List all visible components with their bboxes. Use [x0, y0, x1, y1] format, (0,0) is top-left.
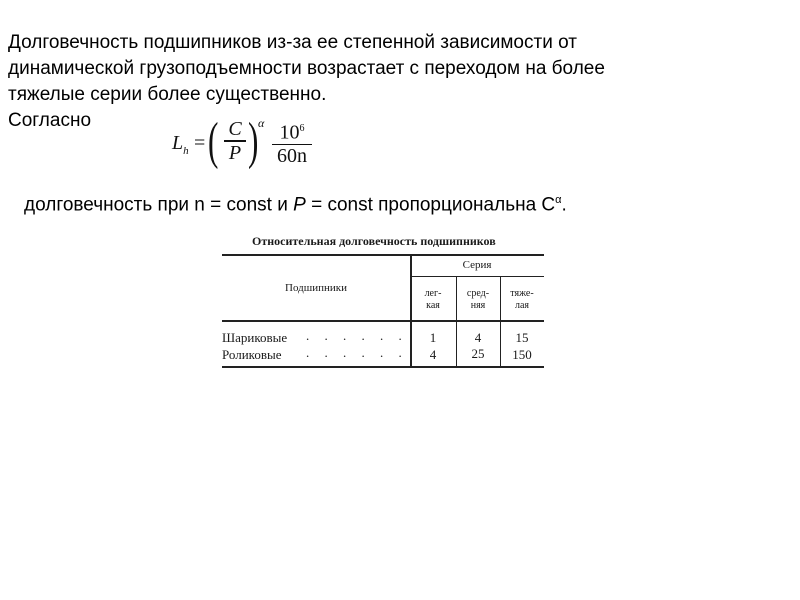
proportionality-sentence: долговечность при n = const и P = const пропорциональна $C^\alpha$.	[24, 194, 567, 216]
value-cell: 1	[429, 330, 437, 345]
relative-life-table	[222, 232, 546, 372]
row-leader-dots: . . . . . .	[306, 328, 408, 343]
series-medium: сред- няя	[466, 288, 490, 311]
formula-equals: =	[194, 132, 206, 154]
formula-close-paren: )	[248, 113, 259, 170]
table-row: Роликовые	[222, 347, 282, 362]
life-formula	[172, 112, 322, 174]
intro-paragraph	[8, 30, 768, 134]
series-light: лег- кая	[424, 288, 442, 311]
formula-ratio: C P	[224, 118, 246, 164]
formula-open-paren: (	[208, 113, 219, 170]
intro-line-3: тяжелые серии более существенно.	[8, 84, 327, 105]
table-row: Шариковые	[222, 330, 288, 345]
col-header-bearings: Подшипники	[285, 282, 347, 294]
value-cell: 4	[474, 330, 482, 345]
value-cell: 150	[512, 347, 532, 362]
value-cell: 4	[429, 347, 437, 362]
intro-line-2: динамической грузоподъемности возрастает с переходом на более	[8, 58, 605, 79]
table-title: Относительная долговечность подшипников	[252, 234, 496, 248]
formula-exponent: α	[258, 116, 265, 130]
intro-line-1: Долговечность подшипников из-за ее степенной зависимости от	[8, 32, 577, 53]
group-header-series: Серия	[462, 259, 492, 271]
formula-lhs: $L_h$	[172, 132, 189, 157]
value-cell: 25	[471, 346, 485, 361]
value-cell: 15	[515, 330, 529, 345]
row-leader-dots: . . . . . .	[306, 345, 408, 360]
formula-time-fraction: $10^6$ 60n	[272, 118, 312, 167]
intro-line-4: Согласно	[8, 110, 92, 131]
series-heavy: тяже- лая	[510, 288, 534, 311]
